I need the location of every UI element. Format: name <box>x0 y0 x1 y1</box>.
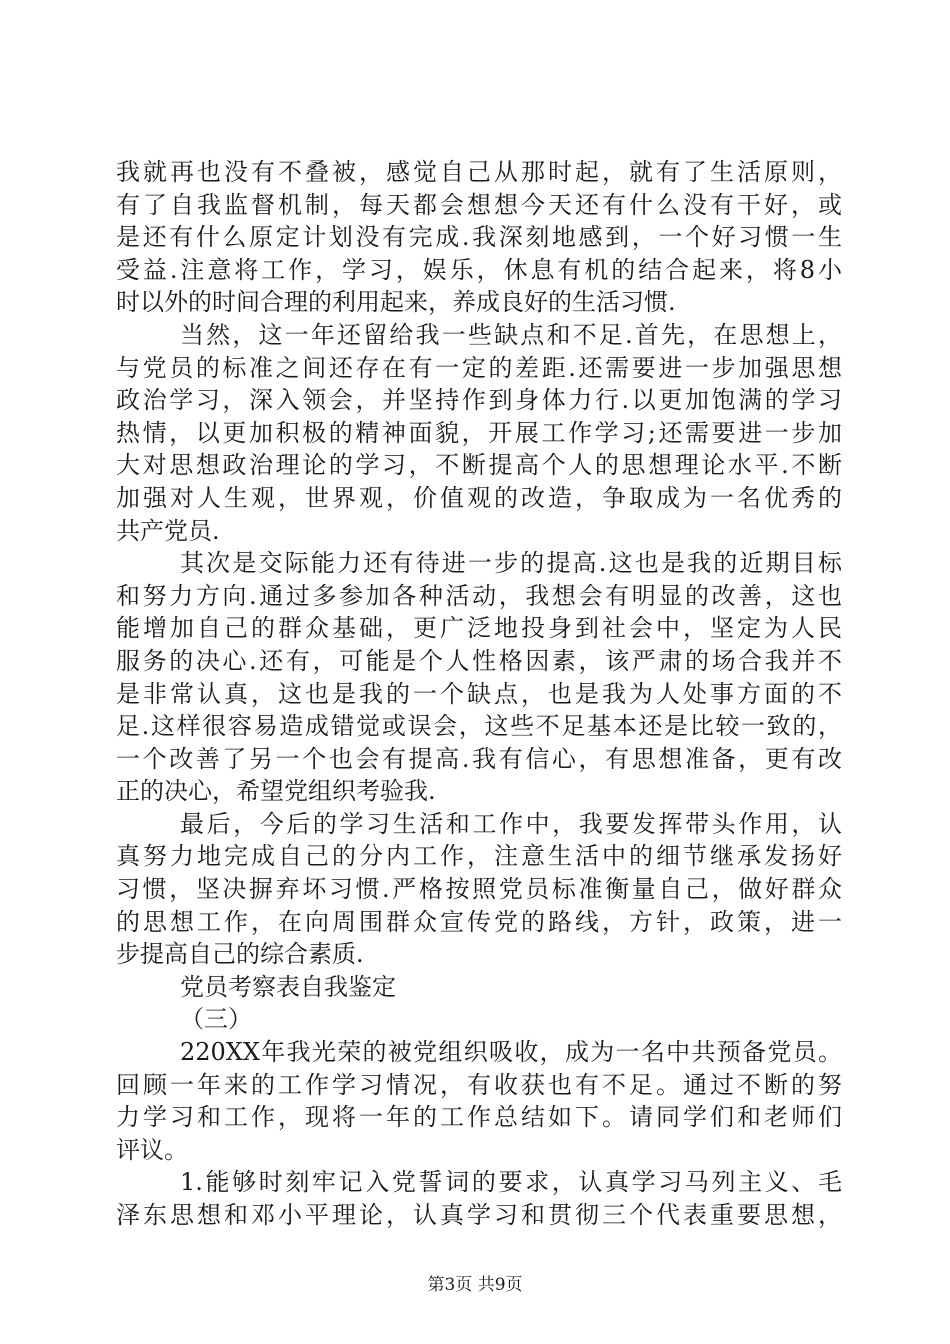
text-line: 服务的决心.还有，可能是个人性格因素，该严肃的场合我并不 <box>116 646 842 675</box>
text-line: 热情，以更加积极的精神面貌，开展工作学习;还需要进一步加 <box>116 418 842 447</box>
text-line: 足.这样很容易造成错觉或误会，这些不足基本还是比较一致的， <box>116 712 842 741</box>
text-line: （三） <box>180 1005 252 1034</box>
text-line: 共产党员. <box>116 516 220 545</box>
document-body <box>116 156 842 1232</box>
text-line: 是非常认真，这也是我的一个缺点，也是我为人处事方面的不 <box>116 679 842 708</box>
text-line: 最后，今后的学习生活和工作中，我要发挥带头作用，认 <box>180 809 842 838</box>
text-line: 步提高自己的综合素质. <box>116 940 364 969</box>
text-line: 与党员的标准之间还存在有一定的差距.还需要进一步加强思想 <box>116 353 842 382</box>
text-line: 政治学习，深入领会，并坚持作到身体力行.以更加饱满的学习 <box>116 386 842 415</box>
text-line: 1.能够时刻牢记入党誓词的要求，认真学习马列主义、毛 <box>180 1168 842 1197</box>
text-line: 时以外的时间合理的利用起来，养成良好的生活习惯. <box>116 288 676 317</box>
text-line: 加强对人生观，世界观，价值观的改造，争取成为一名优秀的 <box>116 483 842 512</box>
text-line: 我就再也没有不叠被，感觉自己从那时起，就有了生活原则， <box>116 158 842 186</box>
text-line: 正的决心，希望党组织考验我. <box>116 777 436 806</box>
text-line: 是还有什么原定计划没有完成.我深刻地感到，一个好习惯一生 <box>116 223 842 252</box>
text-line: 一个改善了另一个也会有提高.我有信心，有思想准备，更有改 <box>116 744 842 773</box>
text-line: 评议。 <box>116 1135 188 1164</box>
text-line: 能增加自己的群众基础，更广泛地投身到社会中，坚定为人民 <box>116 614 842 643</box>
text-line: 力学习和工作，现将一年的工作总结如下。请同学们和老师们 <box>116 1103 842 1132</box>
text-line: 其次是交际能力还有待进一步的提高.这也是我的近期目标 <box>180 549 842 578</box>
text-line: 党员考察表自我鉴定 <box>180 972 396 1001</box>
text-line: 大对思想政治理论的学习，不断提高个人的思想理论水平.不断 <box>116 451 842 480</box>
text-line: 和努力方向.通过多参加各种活动，我想会有明显的改善，这也 <box>116 581 842 610</box>
text-line: 当然，这一年还留给我一些缺点和不足.首先，在思想上， <box>180 320 842 349</box>
text-line: 受益.注意将工作，学习，娱乐，休息有机的结合起来，将8小 <box>116 255 842 284</box>
text-line: 习惯，坚决摒弃坏习惯.严格按照党员标准衡量自己，做好群众 <box>116 875 842 904</box>
text-line: 220XX年我光荣的被党组织吸收，成为一名中共预备党员。 <box>180 1038 842 1067</box>
text-line: 的思想工作，在向周围群众宣传党的路线，方针，政策，进一 <box>116 907 842 936</box>
text-line: 有了自我监督机制，每天都会想想今天还有什么没有干好，或 <box>116 190 842 219</box>
text-line: 泽东思想和邓小平理论，认真学习和贯彻三个代表重要思想， <box>116 1201 842 1229</box>
page-footer: 第3页 共9页 <box>427 1275 523 1295</box>
text-line: 真努力地完成自己的分内工作，注意生活中的细节继承发扬好 <box>116 842 842 871</box>
text-line: 回顾一年来的工作学习情况，有收获也有不足。通过不断的努 <box>116 1070 842 1099</box>
